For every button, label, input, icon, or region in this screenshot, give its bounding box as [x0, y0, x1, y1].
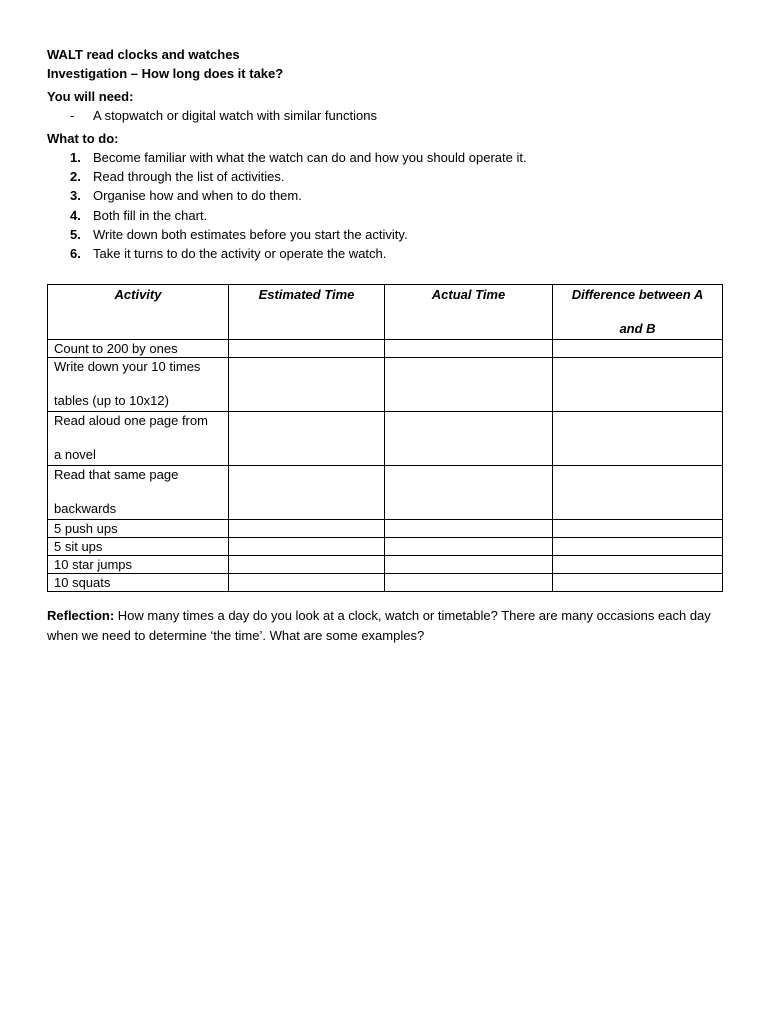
- actual-time-cell[interactable]: [385, 340, 553, 358]
- table-row: [48, 574, 723, 592]
- actual-time-cell[interactable]: [385, 412, 553, 466]
- step-text: Read through the list of activities.: [93, 169, 285, 185]
- step-number: 2.: [70, 169, 81, 185]
- activity-chart-table: [47, 284, 723, 592]
- actual-time-cell[interactable]: [385, 520, 553, 538]
- step-item: [47, 148, 723, 167]
- walt-title: WALT read clocks and watches: [47, 47, 240, 62]
- difference-cell[interactable]: [553, 574, 723, 592]
- step-item: [47, 206, 723, 225]
- activity-cell: Write down your 10 times tables (up to 10x12): [48, 358, 229, 412]
- estimated-time-cell[interactable]: [229, 574, 385, 592]
- reflection-text: How many times a day do you look at a clock, watch or timetable? There are many occasions each day when we need to determine ‘the time’. What are some examples?: [47, 608, 711, 643]
- estimated-time-cell[interactable]: [229, 340, 385, 358]
- step-number: 4.: [70, 207, 81, 223]
- step-text: Organise how and when to do them.: [93, 188, 302, 204]
- table-row: [48, 340, 723, 358]
- need-list-item: [47, 106, 723, 125]
- difference-cell[interactable]: [553, 340, 723, 358]
- estimated-time-cell[interactable]: [229, 358, 385, 412]
- activity-cell: Read aloud one page from a novel: [48, 412, 229, 466]
- step-text: Become familiar with what the watch can do and how you should operate it.: [93, 150, 527, 165]
- steps-list: [47, 148, 723, 263]
- actual-time-cell[interactable]: [385, 556, 553, 574]
- step-number: 5.: [70, 226, 81, 242]
- difference-cell[interactable]: [553, 466, 723, 520]
- difference-cell[interactable]: [553, 556, 723, 574]
- reflection-label: Reflection:: [47, 608, 115, 623]
- list-bullet: -: [70, 108, 75, 123]
- reflection-paragraph: [47, 606, 722, 646]
- actual-time-cell[interactable]: [385, 466, 553, 520]
- difference-cell[interactable]: [553, 520, 723, 538]
- activity-cell: Count to 200 by ones: [48, 340, 229, 358]
- step-text: Write down both estimates before you start the activity.: [93, 226, 408, 242]
- step-number: 1.: [70, 150, 81, 165]
- table-row: [48, 358, 723, 412]
- estimated-time-cell[interactable]: [229, 466, 385, 520]
- column-header-actual-time: Actual Time: [385, 285, 553, 340]
- difference-cell[interactable]: [553, 358, 723, 412]
- column-header-estimated-time: Estimated Time: [229, 285, 385, 340]
- step-number: 3.: [70, 188, 81, 204]
- actual-time-cell[interactable]: [385, 358, 553, 412]
- difference-cell[interactable]: [553, 412, 723, 466]
- activity-cell: 5 push ups: [48, 520, 229, 538]
- estimated-time-cell[interactable]: [229, 556, 385, 574]
- column-header-difference: Difference between A and B: [553, 285, 723, 340]
- activity-cell: 10 star jumps: [48, 556, 229, 574]
- step-number: 6.: [70, 245, 81, 261]
- table-row: [48, 556, 723, 574]
- table-row: [48, 520, 723, 538]
- activity-cell: 10 squats: [48, 574, 229, 592]
- table-row: [48, 466, 723, 520]
- step-text: Take it turns to do the activity or operate the watch.: [93, 245, 387, 261]
- activity-cell: 5 sit ups: [48, 538, 229, 556]
- actual-time-cell[interactable]: [385, 538, 553, 556]
- table-row: [48, 412, 723, 466]
- step-item: [47, 244, 723, 263]
- you-will-need-heading: You will need:: [47, 89, 134, 104]
- table-row: [48, 538, 723, 556]
- step-text: Both fill in the chart.: [93, 207, 208, 223]
- need-item-text: A stopwatch or digital watch with similar functions: [93, 108, 377, 123]
- table-header-row: [48, 285, 723, 340]
- estimated-time-cell[interactable]: [229, 412, 385, 466]
- estimated-time-cell[interactable]: [229, 520, 385, 538]
- difference-cell[interactable]: [553, 538, 723, 556]
- what-to-do-heading: What to do:: [47, 131, 119, 146]
- investigation-title: Investigation – How long does it take?: [47, 66, 284, 81]
- estimated-time-cell[interactable]: [229, 538, 385, 556]
- step-item: [47, 186, 723, 205]
- activity-cell: Read that same page backwards: [48, 466, 229, 520]
- step-item: [47, 167, 723, 186]
- worksheet-page: [47, 45, 723, 643]
- step-item: [47, 225, 723, 244]
- actual-time-cell[interactable]: [385, 574, 553, 592]
- column-header-activity: Activity: [48, 285, 229, 340]
